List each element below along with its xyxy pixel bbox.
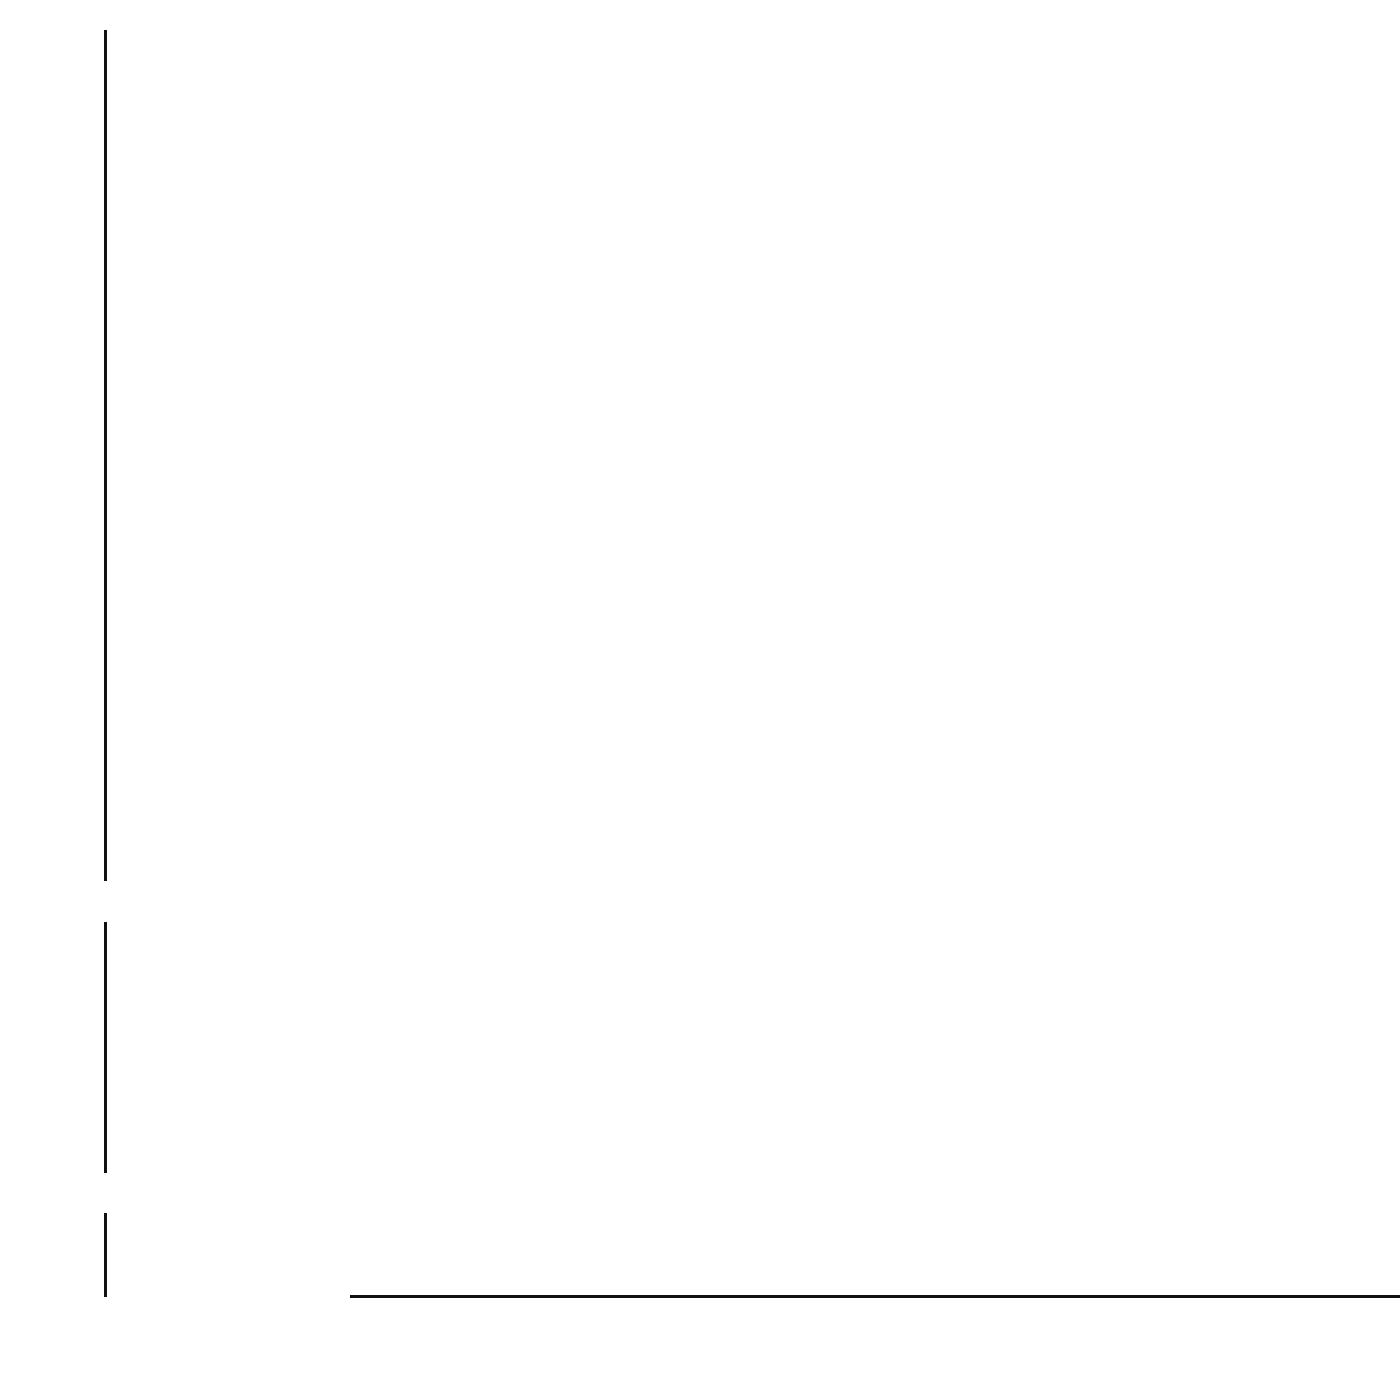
x-axis-line [350, 1295, 1400, 1298]
peaks-section-label [40, 1155, 74, 1355]
peaks-bracket-line [104, 1213, 107, 1297]
genes-bracket-line [104, 922, 107, 1173]
genes-section-label [40, 948, 74, 1148]
x-axis-title [610, 1340, 1110, 1376]
